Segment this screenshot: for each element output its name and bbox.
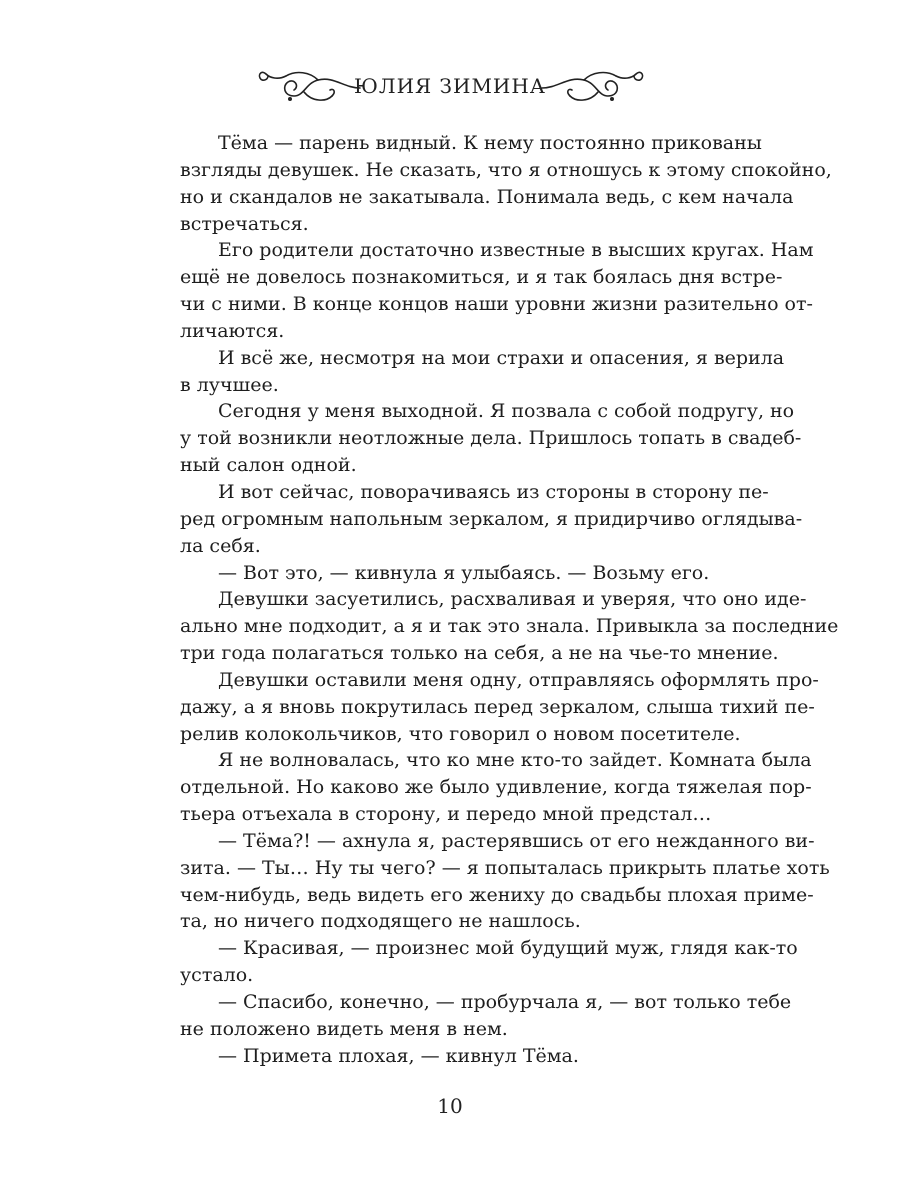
text-line: Его родители достаточно известные в высших кругах. Нам: [218, 239, 814, 262]
text-line: ред огромным напольным зеркалом, я придирчиво оглядыва-: [180, 507, 803, 530]
paragraph: [142, 989, 792, 1043]
text-line: отдельной. Но каково же было удивление, когда тяжелая пор-: [180, 776, 812, 799]
text-line: Я не волновалась, что ко мне кто-то зайдет. Комната была: [218, 749, 812, 772]
text-line: релив колокольчиков, что говорил о новом посетителе.: [180, 722, 741, 745]
paragraph: [142, 560, 758, 587]
paragraph: [142, 828, 830, 935]
text-line: та, но ничего подходящего не нашлось.: [180, 910, 581, 933]
text-line: чем-нибудь, ведь видеть его жениху до свадьбы плохая приме-: [180, 883, 814, 906]
text-line: в лучшее.: [180, 373, 279, 396]
text-line: чи с ними. В конце концов наши уровни жизни разительно от-: [180, 293, 813, 316]
text-line: не положено видеть меня в нем.: [180, 1017, 508, 1040]
text-line: ещё не довелось познакомиться, и я так боялась дня встре-: [180, 266, 783, 289]
paragraph: [142, 667, 819, 748]
text-line: — Спасибо, конечно, — пробурчала я, — вот только тебе: [218, 991, 792, 1013]
page-number: 10: [437, 1094, 463, 1118]
text-line: ально мне подходит, а я и так это знала. Привыкла за последние: [180, 615, 839, 638]
flourish-ornament-right: [540, 68, 646, 106]
paragraph: [142, 747, 812, 828]
text-line: но и скандалов не закатывала. Понимала ведь, с кем начала: [180, 185, 794, 208]
paragraph: [142, 130, 832, 237]
text-line: Девушки оставили меня одну, отправляясь оформлять про-: [218, 668, 819, 691]
text-line: — Вот это, — кивнула я улыбаясь. — Возьму его.: [218, 561, 710, 584]
paragraph: [142, 345, 785, 399]
text-line: ный салон одной.: [180, 454, 357, 477]
text-line: Девушки засуетились, расхваливая и уверяя, что оно иде-: [218, 588, 807, 611]
text-line: три года полагаться только на себя, а не на чье-то мнение.: [180, 642, 779, 665]
text-line: И вот сейчас, поворачиваясь из стороны в сторону пе-: [218, 480, 769, 503]
text-line: дажу, а я вновь покрутилась перед зеркалом, слыша тихий пе-: [180, 695, 815, 718]
paragraph: [142, 586, 839, 667]
paragraph: [142, 237, 814, 344]
body-text: [142, 130, 839, 1070]
text-line: — Тёма?! — ахнула я, растерявшись от его нежданного ви-: [218, 829, 815, 852]
text-line: И всё же, несмотря на мои страхи и опасения, я верила: [218, 346, 785, 369]
page-header: [0, 66, 900, 110]
paragraph: [142, 935, 798, 989]
paragraph: [142, 1043, 758, 1070]
text-line: — Примета плохая, — кивнул Тёма.: [218, 1044, 579, 1067]
text-line: личаются.: [180, 319, 285, 342]
paragraph: [142, 398, 802, 479]
text-line: встречаться.: [180, 212, 309, 235]
text-line: взгляды девушек. Не сказать, что я отношусь к этому спокойно,: [180, 158, 832, 181]
text-line: устало.: [180, 964, 254, 987]
text-line: тьера отъехала в сторону, и передо мной предстал…: [180, 803, 712, 826]
text-line: зита. — Ты… Ну ты чего? — я попыталась прикрыть платье хоть: [180, 856, 830, 879]
text-line: Сегодня у меня выходной. Я позвала с собой подругу, но: [218, 400, 795, 423]
paragraph: [142, 479, 803, 560]
text-line: у той возникли неотложные дела. Пришлось топать в свадеб-: [180, 427, 802, 450]
text-line: ла себя.: [180, 534, 261, 557]
running-head-author: ЮЛИЯ ЗИМИНА: [354, 74, 546, 98]
text-line: Тёма — парень видный. К нему постоянно прикованы: [218, 132, 762, 154]
text-line: — Красивая, — произнес мой будущий муж, глядя как-то: [218, 937, 798, 960]
